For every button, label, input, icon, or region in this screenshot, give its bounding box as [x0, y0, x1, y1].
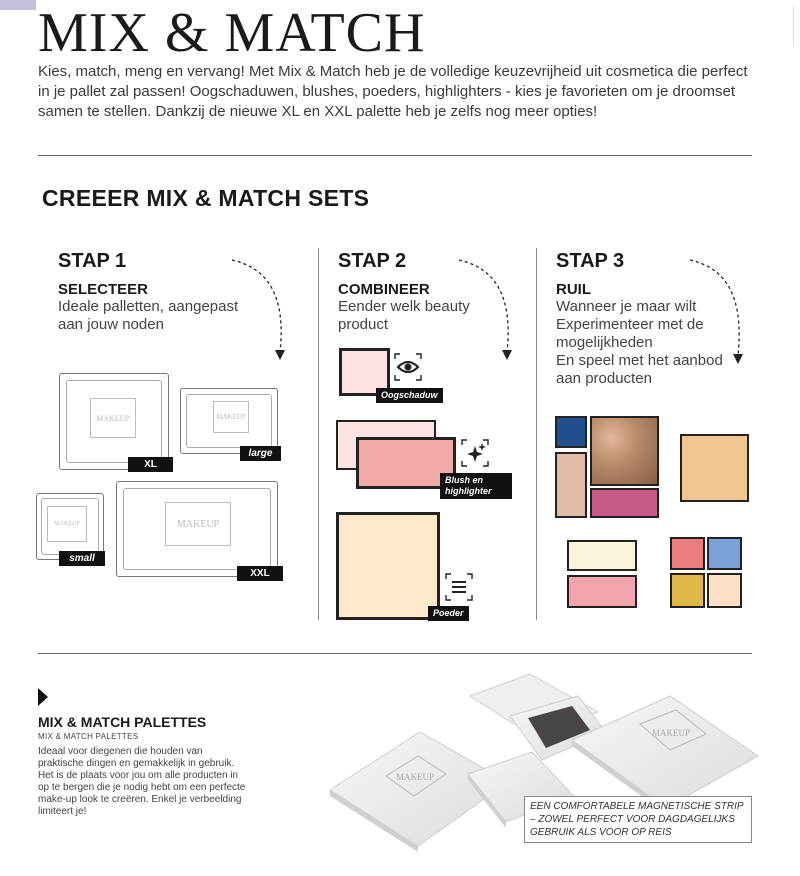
palette-label-xxl: XXL	[237, 566, 283, 581]
swatch-ivory	[707, 573, 742, 608]
palette-xxl	[116, 481, 278, 577]
palette-logo: MAKEUP	[213, 401, 249, 433]
palette-xl	[59, 373, 169, 470]
curved-arrow-icon	[686, 256, 748, 368]
step-description: Eender welk beauty product	[338, 298, 470, 333]
palettes-description: Ideaal voor diegenen die houden van praktische dingen en gemakkelijk in gebruik. Het is de plaats voor jou om alle producten in op te bergen die je nodig hebt om een perfecte make-up look te creëren. Enkel je verbeelding limiteert je!	[38, 746, 246, 817]
step-2	[338, 250, 470, 334]
divider-bottom	[38, 653, 752, 654]
step-heading: RUIL	[556, 281, 591, 298]
step-description: Wanneer je maar wilt Experimenteer met de mogelijkheden En speel met het aanbod aan producten	[556, 298, 723, 387]
palette-logo: MAKEUP	[90, 398, 136, 438]
palette-small	[36, 493, 104, 560]
eye-icon	[393, 352, 423, 382]
curved-arrow-icon	[455, 256, 517, 364]
column-separator	[536, 248, 537, 620]
swatch-mustard	[670, 573, 705, 608]
palette-large	[180, 388, 278, 454]
product-label-eyeshadow: Oogschaduw	[376, 388, 443, 403]
curved-arrow-icon	[228, 256, 290, 364]
intro-text: Kies, match, meng en vervang! Met Mix & Match heb je de volledige keuzevrijheid uit cosmetica die perfect in je pallet zal passen! Oogschaduwen, blushes, poeders, highlighters - kies je favorieten om je droomset samen te stellen. Dankzij de nieuwe XL en XXL palette heb je zelfs nog meer opties!	[38, 63, 748, 120]
sparkle-icon	[460, 438, 490, 468]
photo-logo: MAKEUP	[652, 728, 691, 738]
photo-caption: EEN COMFORTABELE MAGNETISCHE STRIP – ZOWEL PERFECT VOOR DAGDAGELIJKS GEBRUIK ALS VOOR OP REIS	[524, 796, 752, 843]
palette-label-xl: XL	[128, 457, 173, 472]
step-heading: SELECTEER	[58, 281, 149, 298]
palettes-subtitle: MIX & MATCH PALETTES	[38, 732, 139, 741]
step-1	[58, 250, 238, 334]
step-number: STAP 2	[338, 250, 407, 272]
powder-pan	[336, 512, 440, 620]
swatch-nude	[555, 452, 587, 518]
swatch-plum	[590, 488, 659, 518]
step-description: Ideale palletten, aangepast aan jouw noden	[58, 298, 239, 333]
step-number: STAP 1	[58, 250, 127, 272]
triangle-bullet-icon	[38, 688, 48, 706]
palette-logo: MAKEUP	[165, 502, 231, 546]
divider-top	[38, 155, 752, 156]
lines-icon	[444, 572, 474, 602]
swatch-peach	[680, 434, 749, 502]
step-number: STAP 3	[556, 250, 625, 272]
palette-label-small: small	[59, 551, 105, 566]
swatch-sky	[707, 537, 742, 570]
product-label-powder: Poeder	[428, 606, 469, 621]
swatch-cream	[567, 540, 637, 571]
page-title: MIX & MATCH	[38, 2, 426, 64]
swatch-coral	[670, 537, 705, 570]
swatch-pink	[567, 575, 637, 608]
step-heading: COMBINEER	[338, 281, 430, 298]
palette-logo: MAKEUP	[47, 506, 87, 542]
product-label-blush: Blush en highlighter	[440, 473, 512, 499]
photo-logo: MAKEUP	[396, 772, 435, 782]
swatch-navy	[555, 416, 587, 448]
palettes-title: MIX & MATCH PALETTES	[38, 714, 207, 730]
page-edge-line	[793, 6, 794, 46]
swatch-glitter	[590, 416, 659, 486]
section-title: CREEER MIX & MATCH SETS	[42, 185, 370, 211]
palette-label-large: large	[240, 446, 281, 461]
corner-tab	[0, 0, 36, 10]
column-separator	[318, 248, 319, 620]
